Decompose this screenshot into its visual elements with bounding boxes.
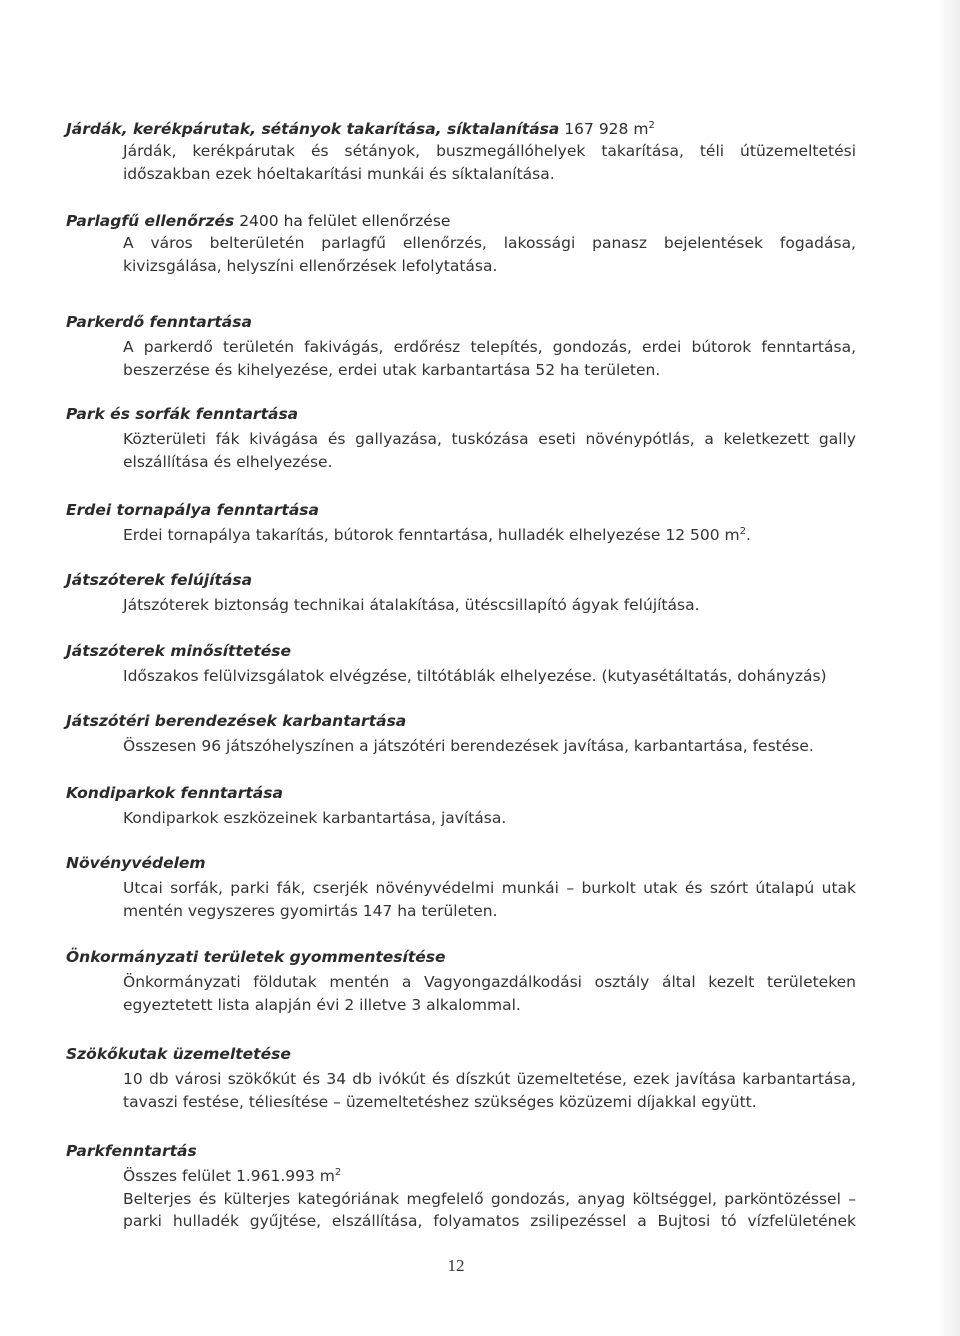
section-heading: Parkfenntartás (66, 1142, 197, 1160)
section-sidewalk-cleaning (66, 118, 856, 185)
section-body (123, 594, 856, 617)
body-line: Utcai sorfák, parki fák, cserjék növényvédelmi munkái – burkolt utak és szórt útalapú utak (123, 879, 856, 897)
section-body (123, 665, 856, 688)
section-heading: Növényvédelem (66, 854, 206, 872)
section-park-trees (66, 403, 856, 473)
body-line: A parkerdő területén fakivágás, erdőrész telepítés, gondozás, erdei bútorok fenntartása, (123, 338, 856, 356)
section-body (123, 1068, 856, 1113)
section-heading: Játszótéri berendezések karbantartása (66, 712, 407, 730)
body-line: 10 db városi szökőkút és 34 db ivókút és díszkút üzemeltetése, ezek javítása karbantartása, (123, 1070, 856, 1088)
body-line: mentén vegyszeres gyomirtás 147 ha területen. (123, 901, 498, 920)
section-ragweed-control (66, 210, 856, 277)
body-line: A város belterületén parlagfű ellenőrzés, lakossági panasz bejelentések fogadása, (123, 234, 856, 252)
section-heading: Önkormányzati területek gyommentesítése (66, 948, 446, 966)
section-fitness-parks (66, 782, 856, 830)
section-body (123, 1165, 856, 1233)
section-body (123, 877, 856, 922)
section-body (123, 428, 856, 473)
body-line: Összes felület 1.961.993 $m^2$ (123, 1166, 342, 1185)
section-weed-removal (66, 946, 856, 1016)
section-body (123, 735, 856, 758)
section-heading: Kondiparkok fenntartása (66, 784, 283, 802)
body-line: Járdák, kerékpárutak és sétányok, buszmegállóhelyek takarítása, téli útüzemeltetési (123, 142, 856, 160)
body-line: Önkormányzati földutak mentén a Vagyongazdálkodási osztály által kezelt területeken (123, 973, 856, 991)
page-number: 12 (447, 1256, 465, 1275)
section-playground-certification (66, 640, 856, 688)
body-line: Kondiparkok eszközeinek karbantartása, javítása. (123, 809, 507, 827)
section-forest-track (66, 499, 856, 547)
section-body (123, 232, 856, 277)
section-body (123, 140, 856, 185)
body-line: Időszakos felülvizsgálatok elvégzése, tiltótáblák elhelyezése. (kutyasétáltatás, dohányzás) (123, 667, 827, 685)
section-body (123, 524, 856, 547)
body-line: parki hulladék gyűjtése, elszállítása, folyamatos zsilipezéssel a Bujtosi tó vízfelületének (123, 1212, 856, 1230)
section-body (123, 971, 856, 1016)
body-line: Belterjes és külterjes kategóriának megfelelő gondozás, anyag költséggel, parköntözéssel – (123, 1189, 856, 1208)
section-heading: Játszóterek felújítása (66, 571, 253, 589)
section-heading: Járdák, kerékpárutak, sétányok takarítása, síktalanítása 167 928 $m^2$ (66, 119, 655, 138)
section-park-maintenance (66, 1140, 856, 1233)
section-heading: Szökőkutak üzemeltetése (66, 1045, 291, 1063)
section-fountains (66, 1043, 856, 1113)
body-line: Közterületi fák kivágása és gallyazása, tuskózása eseti növénypótlás, a keletkezett gally (123, 430, 856, 448)
section-playground-equipment (66, 710, 856, 758)
body-line: beszerzése és kihelyezése, erdei utak karbantartása 52 ha területen. (123, 360, 661, 379)
body-line: időszakban ezek hóeltakarítási munkái és síktalanítása. (123, 164, 555, 183)
body-line: Erdei tornapálya takarítás, bútorok fenntartása, hulladék elhelyezése 12 500 $m^2$. (123, 525, 751, 544)
body-line: tavaszi festése, téliesítése – üzemeltetéshez szükséges közüzemi díjakkal együtt. (123, 1092, 757, 1111)
body-line: egyeztetett lista alapján évi 2 illetve 3 alkalommal. (123, 995, 521, 1014)
section-playground-renovation (66, 569, 856, 617)
body-line: kivizsgálása, helyszíni ellenőrzések lefolytatása. (123, 256, 498, 275)
section-heading: Parkerdő fenntartása (66, 313, 252, 331)
body-line: elszállítása és elhelyezése. (123, 452, 333, 471)
page-edge-shadow (938, 0, 960, 1336)
section-body (123, 807, 856, 830)
section-plant-protection (66, 852, 856, 922)
section-heading: Erdei tornapálya fenntartása (66, 501, 319, 519)
body-line: Összesen 96 játszóhelyszínen a játszótéri berendezések javítása, karbantartása, festése. (123, 737, 814, 755)
section-heading: Játszóterek minősíttetése (66, 642, 291, 660)
section-heading: Parlagfű ellenőrzés 2400 ha felület ellenőrzése (66, 212, 451, 230)
body-line: Játszóterek biztonság technikai átalakítása, ütéscsillapító ágyak felújítása. (123, 596, 700, 614)
section-park-forest (66, 311, 856, 381)
section-heading: Park és sorfák fenntartása (66, 405, 299, 423)
section-body (123, 336, 856, 381)
